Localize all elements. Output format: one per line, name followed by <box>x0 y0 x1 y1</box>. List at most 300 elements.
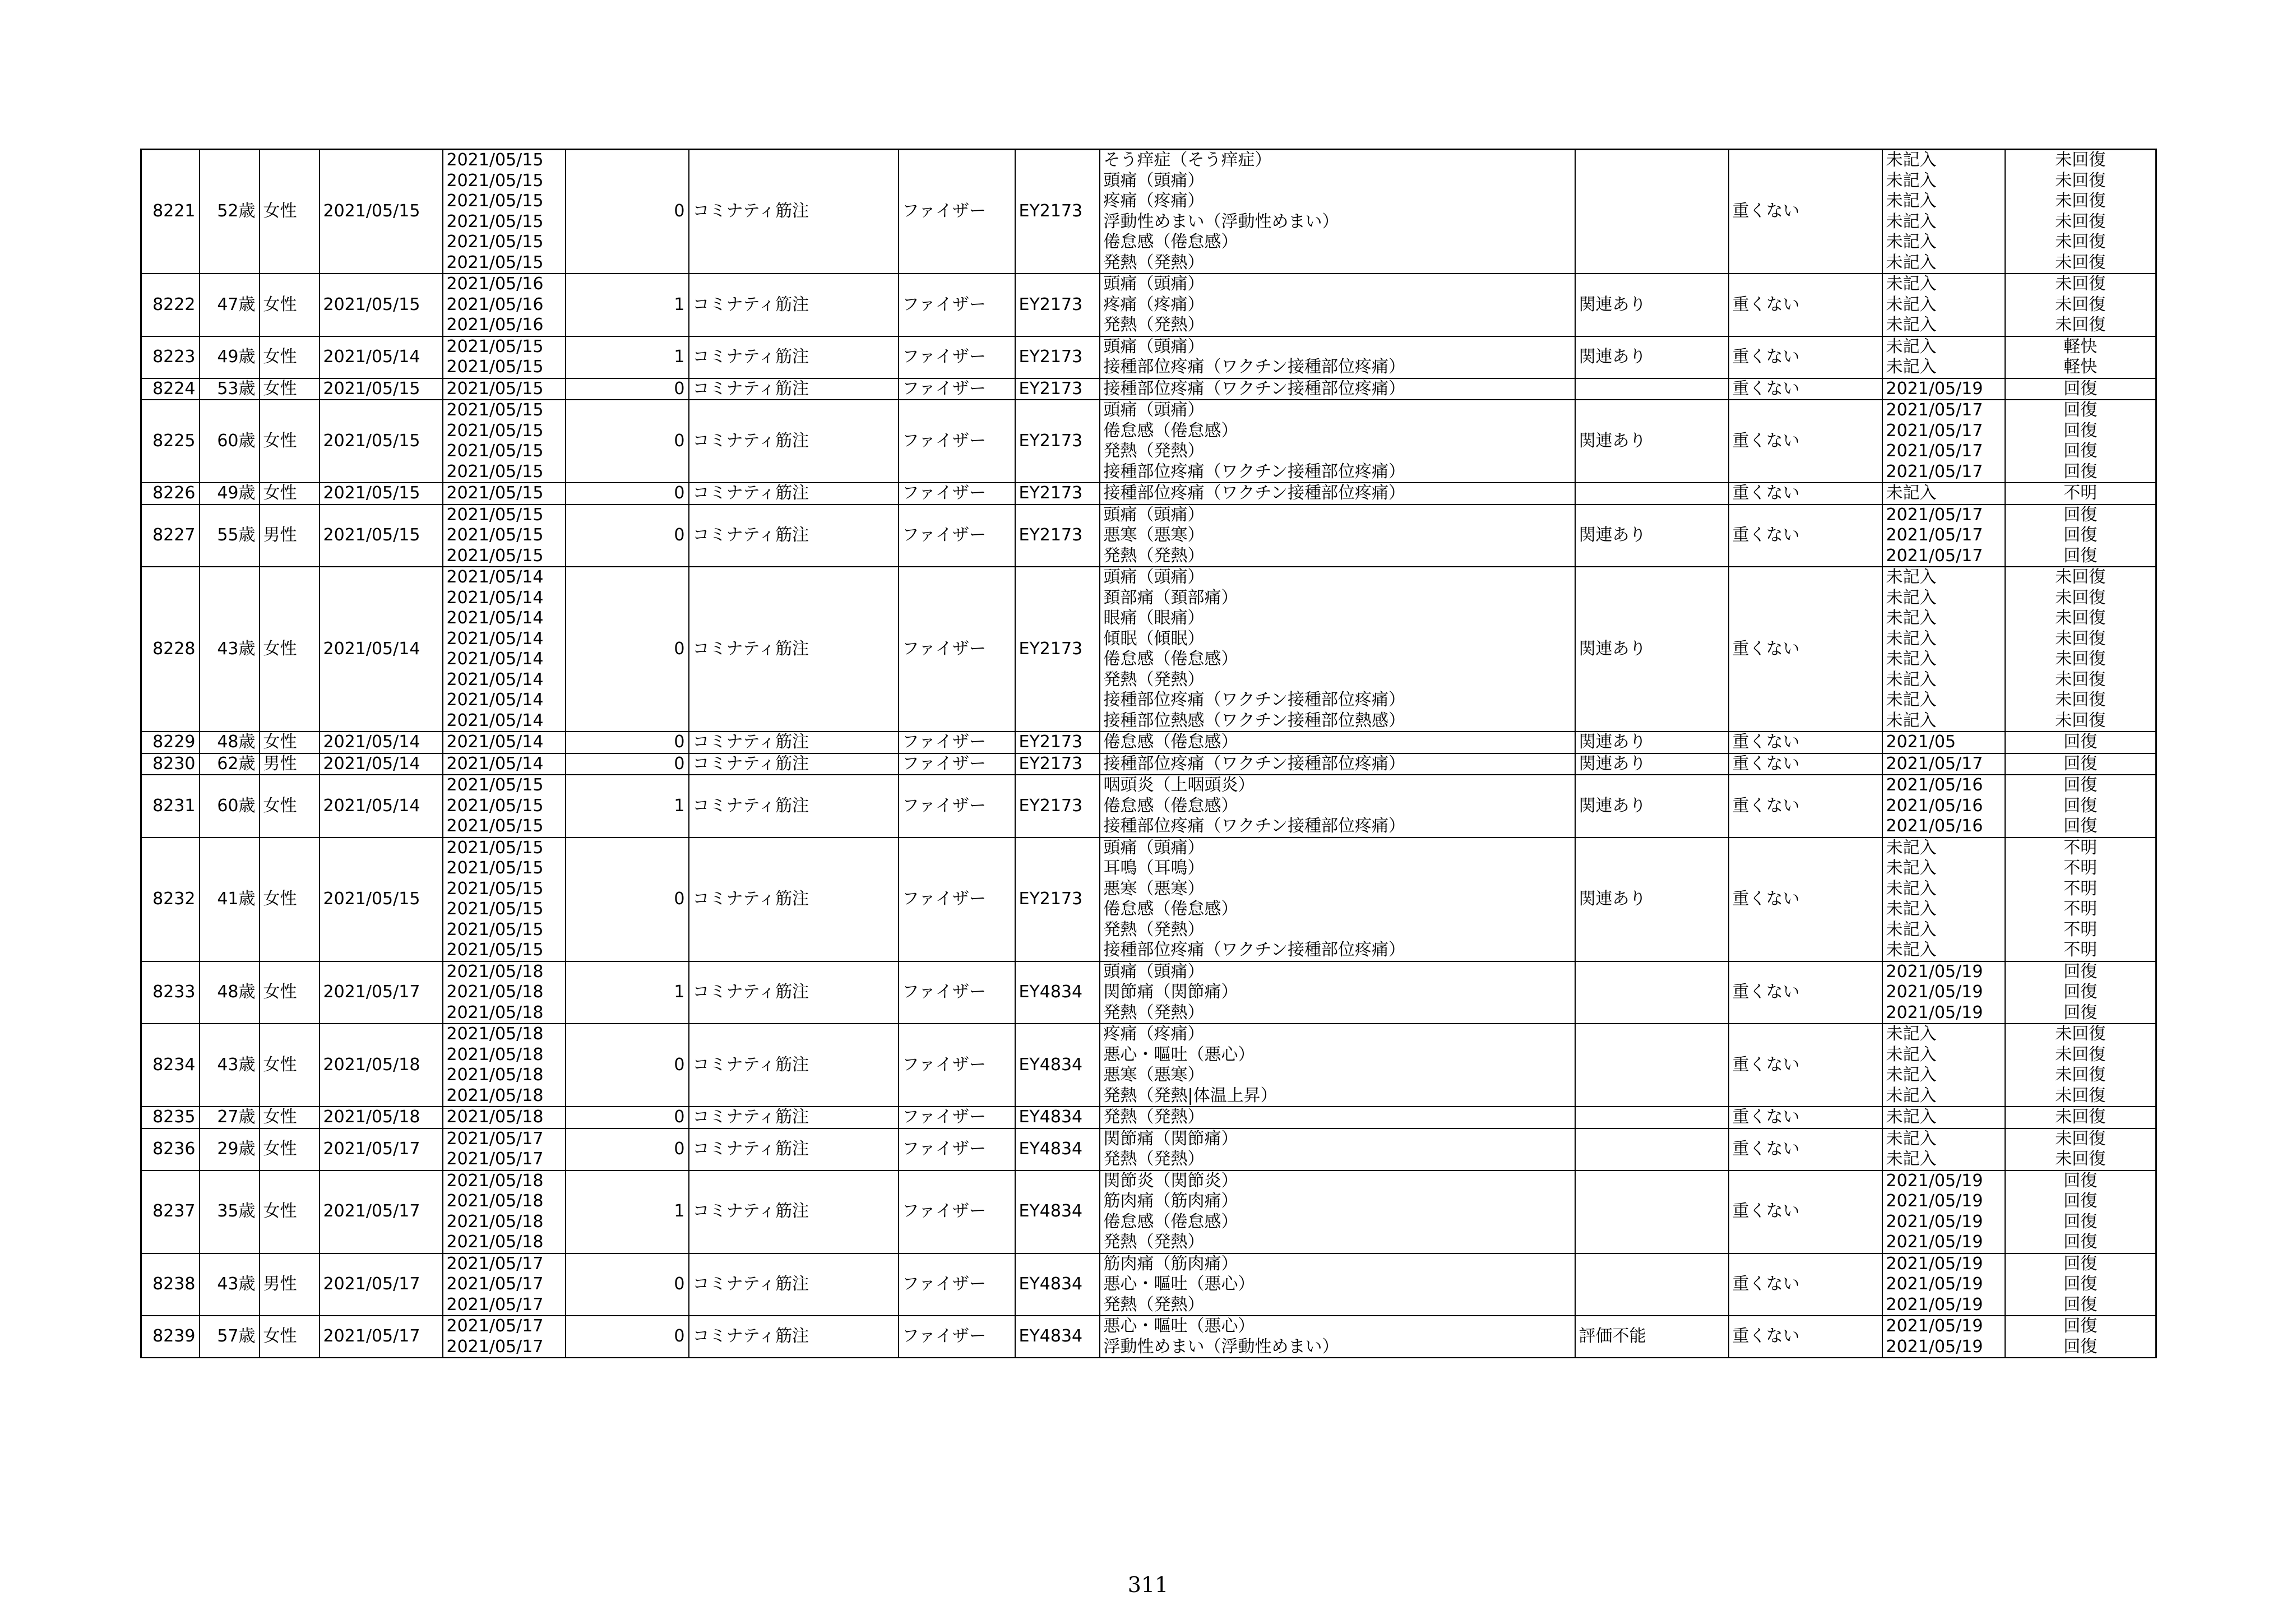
outcome-line: 未回復 <box>2055 294 2106 314</box>
outcome-line: 未回復 <box>2055 1044 2106 1065</box>
manufacturer-cell: ファイザー <box>899 838 1015 961</box>
report-id-cell: 8235 <box>141 1107 200 1128</box>
severity-cell: 重くない <box>1729 732 1882 753</box>
onset-date-line: 2021/05/15 <box>446 378 544 399</box>
outcome-cell <box>2005 1316 2156 1358</box>
outcome-line: 回復 <box>2063 1294 2098 1315</box>
outcome-line: 回復 <box>2063 1336 2098 1357</box>
lot-number-cell: EY2173 <box>1015 274 1100 336</box>
days-to-onset-cell: 1 <box>566 961 689 1024</box>
onset-date-line: 2021/05/18 <box>446 1191 544 1211</box>
vaccination-date-cell: 2021/05/17 <box>320 961 443 1024</box>
onset-date-line: 2021/05/16 <box>446 274 544 294</box>
onset-date-line: 2021/05/17 <box>446 1149 544 1169</box>
onset-date-line: 2021/05/18 <box>446 1211 544 1232</box>
age-cell: 60歳 <box>200 775 260 838</box>
symptoms-line: 悪心・嘔吐（悪心） <box>1103 1044 1255 1065</box>
outcome-cell <box>2005 483 2156 505</box>
outcome-date-line: 未記入 <box>1886 191 1937 211</box>
outcome-line: 未回復 <box>2055 690 2106 710</box>
symptoms-line: 関節炎（関節炎） <box>1103 1170 1238 1191</box>
table-row <box>141 753 2156 775</box>
symptoms-line: 発熱（発熱） <box>1103 441 1205 461</box>
symptoms-line: そう痒症（そう痒症） <box>1103 150 1272 170</box>
manufacturer-cell: ファイザー <box>899 336 1015 378</box>
onset-date-line: 2021/05/16 <box>446 294 544 314</box>
report-id-cell: 8234 <box>141 1024 200 1107</box>
onset-date-line: 2021/05/17 <box>446 1128 544 1149</box>
outcome-date-line: 未記入 <box>1886 940 1937 960</box>
causality-cell: 関連あり <box>1575 336 1729 378</box>
outcome-line: 未回復 <box>2055 567 2106 587</box>
outcome-date-line: 未記入 <box>1886 1085 1937 1105</box>
report-id-cell: 8232 <box>141 838 200 961</box>
lot-number-cell: EY4834 <box>1015 1107 1100 1128</box>
onset-date-line: 2021/05/18 <box>446 1044 544 1065</box>
severity-cell: 重くない <box>1729 753 1882 775</box>
days-to-onset-cell: 0 <box>566 1128 689 1170</box>
age-cell: 60歳 <box>200 400 260 483</box>
outcome-line: 未回復 <box>2055 1024 2106 1044</box>
onset-date-line: 2021/05/15 <box>446 505 544 525</box>
outcome-line: 回復 <box>2063 795 2098 816</box>
lot-number-cell: EY2173 <box>1015 150 1100 274</box>
symptoms-line: 関節痛（関節痛） <box>1103 982 1238 1002</box>
onset-date-line: 2021/05/15 <box>446 336 544 357</box>
outcome-date-line: 未記入 <box>1886 170 1937 191</box>
onset-date-line: 2021/05/15 <box>446 816 544 836</box>
outcome-date-cell <box>1882 961 2005 1024</box>
onset-date-line: 2021/05/15 <box>446 940 544 960</box>
onset-date-line: 2021/05/15 <box>446 483 544 503</box>
severity-cell: 重くない <box>1729 400 1882 483</box>
days-to-onset-cell: 0 <box>566 378 689 400</box>
onset-date-cell <box>443 961 566 1024</box>
outcome-cell <box>2005 1170 2156 1253</box>
onset-date-line: 2021/05/14 <box>446 587 544 608</box>
onset-date-cell <box>443 753 566 775</box>
table-row <box>141 378 2156 400</box>
symptoms-line: 発熱（発熱） <box>1103 1149 1205 1169</box>
symptoms-cell <box>1100 505 1575 567</box>
vaccine-name-cell: コミナティ筋注 <box>689 1128 899 1170</box>
outcome-date-line: 2021/05/16 <box>1886 816 1983 836</box>
onset-date-line: 2021/05/17 <box>446 1316 544 1336</box>
onset-date-line: 2021/05/14 <box>446 628 544 649</box>
outcome-line: 未回復 <box>2055 608 2106 628</box>
outcome-line: 回復 <box>2063 441 2098 461</box>
outcome-date-line: 未記入 <box>1886 252 1937 272</box>
onset-date-line: 2021/05/18 <box>446 1107 544 1127</box>
symptoms-line: 接種部位疼痛（ワクチン接種部位疼痛） <box>1103 940 1405 960</box>
onset-date-line: 2021/05/15 <box>446 919 544 940</box>
symptoms-line: 発熱（発熱） <box>1103 1002 1205 1022</box>
outcome-date-cell <box>1882 150 2005 274</box>
onset-date-cell <box>443 1170 566 1253</box>
report-id-cell: 8225 <box>141 400 200 483</box>
sex-cell: 女性 <box>260 1128 320 1170</box>
report-id-cell: 8221 <box>141 150 200 274</box>
report-id-cell: 8239 <box>141 1316 200 1358</box>
onset-date-line: 2021/05/18 <box>446 961 544 982</box>
outcome-date-cell <box>1882 505 2005 567</box>
onset-date-line: 2021/05/18 <box>446 1065 544 1085</box>
symptoms-cell <box>1100 775 1575 838</box>
symptoms-line: 頭痛（頭痛） <box>1103 838 1205 858</box>
onset-date-cell <box>443 775 566 838</box>
sex-cell: 女性 <box>260 567 320 732</box>
severity-cell: 重くない <box>1729 336 1882 378</box>
severity-cell: 重くない <box>1729 1316 1882 1358</box>
symptoms-line: 疼痛（疼痛） <box>1103 1024 1205 1044</box>
outcome-line: 回復 <box>2063 1170 2098 1191</box>
symptoms-line: 悪心・嘔吐（悪心） <box>1103 1316 1255 1336</box>
vaccination-date-cell: 2021/05/15 <box>320 274 443 336</box>
outcome-line: 未回復 <box>2055 1128 2106 1149</box>
table-row <box>141 567 2156 732</box>
outcome-cell <box>2005 1107 2156 1128</box>
onset-date-line: 2021/05/17 <box>446 1253 544 1274</box>
outcome-cell <box>2005 336 2156 378</box>
days-to-onset-cell: 0 <box>566 1024 689 1107</box>
symptoms-line: 傾眠（傾眠） <box>1103 628 1205 649</box>
vaccination-date-cell: 2021/05/18 <box>320 1024 443 1107</box>
outcome-date-line: 未記入 <box>1886 1128 1937 1149</box>
causality-cell <box>1575 1024 1729 1107</box>
severity-cell: 重くない <box>1729 150 1882 274</box>
onset-date-line: 2021/05/14 <box>446 669 544 690</box>
symptoms-line: 関節痛（関節痛） <box>1103 1128 1238 1149</box>
causality-cell: 関連あり <box>1575 505 1729 567</box>
manufacturer-cell: ファイザー <box>899 483 1015 505</box>
table-row <box>141 1107 2156 1128</box>
symptoms-cell <box>1100 483 1575 505</box>
onset-date-line: 2021/05/14 <box>446 567 544 587</box>
outcome-line: 軽快 <box>2063 357 2098 377</box>
outcome-line: 回復 <box>2063 1211 2098 1232</box>
outcome-cell <box>2005 961 2156 1024</box>
outcome-date-cell <box>1882 400 2005 483</box>
lot-number-cell: EY4834 <box>1015 1128 1100 1170</box>
onset-date-cell <box>443 1107 566 1128</box>
report-id-cell: 8224 <box>141 378 200 400</box>
age-cell: 55歳 <box>200 505 260 567</box>
lot-number-cell: EY2173 <box>1015 775 1100 838</box>
outcome-line: 回復 <box>2063 1253 2098 1274</box>
vaccine-name-cell: コミナティ筋注 <box>689 505 899 567</box>
symptoms-line: 頭痛（頭痛） <box>1103 274 1205 294</box>
symptoms-line: 咽頭炎（上咽頭炎） <box>1103 775 1255 795</box>
outcome-date-cell <box>1882 378 2005 400</box>
outcome-line: 回復 <box>2063 400 2098 420</box>
manufacturer-cell: ファイザー <box>899 505 1015 567</box>
symptoms-cell <box>1100 336 1575 378</box>
days-to-onset-cell: 0 <box>566 1316 689 1358</box>
outcome-date-line: 未記入 <box>1886 274 1937 294</box>
symptoms-line: 悪心・嘔吐（悪心） <box>1103 1274 1255 1294</box>
outcome-date-line: 2021/05/19 <box>1886 1316 1983 1336</box>
outcome-line: 未回復 <box>2055 669 2106 690</box>
vaccination-date-cell: 2021/05/15 <box>320 378 443 400</box>
lot-number-cell: EY4834 <box>1015 1170 1100 1253</box>
manufacturer-cell: ファイザー <box>899 150 1015 274</box>
report-id-cell: 8238 <box>141 1253 200 1316</box>
age-cell: 48歳 <box>200 961 260 1024</box>
outcome-date-line: 2021/05/19 <box>1886 961 1983 982</box>
outcome-line: 未回復 <box>2055 710 2106 730</box>
onset-date-cell <box>443 838 566 961</box>
outcome-date-line: 未記入 <box>1886 858 1937 878</box>
vaccine-name-cell: コミナティ筋注 <box>689 775 899 838</box>
outcome-date-line: 未記入 <box>1886 1065 1937 1085</box>
symptoms-cell <box>1100 150 1575 274</box>
onset-date-line: 2021/05/15 <box>446 211 544 232</box>
vaccination-date-cell: 2021/05/17 <box>320 1253 443 1316</box>
onset-date-line: 2021/05/15 <box>446 420 544 441</box>
outcome-cell <box>2005 732 2156 753</box>
days-to-onset-cell: 0 <box>566 150 689 274</box>
severity-cell: 重くない <box>1729 961 1882 1024</box>
outcome-date-line: 未記入 <box>1886 1107 1937 1127</box>
outcome-date-line: 2021/05/17 <box>1886 505 1983 525</box>
table-row <box>141 1316 2156 1358</box>
outcome-line: 未回復 <box>2055 150 2106 170</box>
outcome-line: 不明 <box>2063 899 2098 919</box>
symptoms-line: 頭痛（頭痛） <box>1103 170 1205 191</box>
outcome-line: 回復 <box>2063 545 2098 566</box>
symptoms-line: 筋肉痛（筋肉痛） <box>1103 1191 1238 1211</box>
outcome-date-line: 未記入 <box>1886 649 1937 669</box>
outcome-date-cell <box>1882 1107 2005 1128</box>
outcome-line: 回復 <box>2063 525 2098 545</box>
age-cell: 41歳 <box>200 838 260 961</box>
manufacturer-cell: ファイザー <box>899 753 1015 775</box>
onset-date-cell <box>443 1253 566 1316</box>
symptoms-cell <box>1100 567 1575 732</box>
onset-date-line: 2021/05/15 <box>446 795 544 816</box>
symptoms-line: 倦怠感（倦怠感） <box>1103 732 1238 752</box>
onset-date-line: 2021/05/14 <box>446 608 544 628</box>
outcome-date-cell <box>1882 753 2005 775</box>
outcome-line: 未回復 <box>2055 232 2106 252</box>
symptoms-cell <box>1100 961 1575 1024</box>
lot-number-cell: EY2173 <box>1015 483 1100 505</box>
outcome-line: 回復 <box>2063 775 2098 795</box>
severity-cell: 重くない <box>1729 483 1882 505</box>
age-cell: 29歳 <box>200 1128 260 1170</box>
symptoms-line: 発熱（発熱） <box>1103 252 1205 272</box>
outcome-line: 回復 <box>2063 1274 2098 1294</box>
outcome-date-line: 2021/05/16 <box>1886 795 1983 816</box>
symptoms-cell <box>1100 1024 1575 1107</box>
causality-cell <box>1575 1170 1729 1253</box>
severity-cell: 重くない <box>1729 775 1882 838</box>
outcome-line: 回復 <box>2063 1316 2098 1336</box>
sex-cell: 男性 <box>260 505 320 567</box>
severity-cell: 重くない <box>1729 378 1882 400</box>
days-to-onset-cell: 1 <box>566 775 689 838</box>
vaccination-date-cell: 2021/05/17 <box>320 1170 443 1253</box>
outcome-line: 未回復 <box>2055 252 2106 272</box>
sex-cell: 女性 <box>260 378 320 400</box>
days-to-onset-cell: 0 <box>566 483 689 505</box>
symptoms-line: 疼痛（疼痛） <box>1103 294 1205 314</box>
causality-cell: 関連あり <box>1575 753 1729 775</box>
symptoms-line: 倦怠感（倦怠感） <box>1103 420 1238 441</box>
report-id-cell: 8231 <box>141 775 200 838</box>
outcome-cell <box>2005 378 2156 400</box>
days-to-onset-cell: 1 <box>566 1170 689 1253</box>
onset-date-line: 2021/05/15 <box>446 899 544 919</box>
manufacturer-cell: ファイザー <box>899 1128 1015 1170</box>
onset-date-cell <box>443 732 566 753</box>
causality-cell: 関連あり <box>1575 775 1729 838</box>
lot-number-cell: EY2173 <box>1015 753 1100 775</box>
vaccine-name-cell: コミナティ筋注 <box>689 378 899 400</box>
onset-date-line: 2021/05/15 <box>446 252 544 272</box>
outcome-cell <box>2005 150 2156 274</box>
age-cell: 43歳 <box>200 1024 260 1107</box>
outcome-date-line: 2021/05/19 <box>1886 1191 1983 1211</box>
onset-date-line: 2021/05/15 <box>446 150 544 170</box>
outcome-date-line: 未記入 <box>1886 628 1937 649</box>
symptoms-cell <box>1100 274 1575 336</box>
sex-cell: 女性 <box>260 1107 320 1128</box>
outcome-date-line: 2021/05/16 <box>1886 775 1983 795</box>
outcome-date-line: 未記入 <box>1886 690 1937 710</box>
days-to-onset-cell: 0 <box>566 400 689 483</box>
outcome-date-cell <box>1882 1128 2005 1170</box>
outcome-line: 回復 <box>2063 378 2098 399</box>
onset-date-line: 2021/05/15 <box>446 775 544 795</box>
outcome-date-line: 未記入 <box>1886 294 1937 314</box>
outcome-line: 回復 <box>2063 732 2098 752</box>
onset-date-cell <box>443 505 566 567</box>
severity-cell: 重くない <box>1729 567 1882 732</box>
age-cell: 62歳 <box>200 753 260 775</box>
symptoms-line: 頭痛（頭痛） <box>1103 400 1205 420</box>
outcome-line: 回復 <box>2063 961 2098 982</box>
outcome-line: 回復 <box>2063 505 2098 525</box>
outcome-date-line: 2021/05/17 <box>1886 461 1983 482</box>
causality-cell <box>1575 1253 1729 1316</box>
sex-cell: 女性 <box>260 775 320 838</box>
manufacturer-cell: ファイザー <box>899 1253 1015 1316</box>
outcome-date-line: 2021/05/19 <box>1886 1232 1983 1252</box>
severity-cell: 重くない <box>1729 274 1882 336</box>
onset-date-line: 2021/05/14 <box>446 710 544 730</box>
outcome-date-line: 2021/05/19 <box>1886 982 1983 1002</box>
table-row <box>141 483 2156 505</box>
causality-cell: 関連あり <box>1575 838 1729 961</box>
severity-cell: 重くない <box>1729 1253 1882 1316</box>
sex-cell: 女性 <box>260 274 320 336</box>
outcome-date-line: 未記入 <box>1886 899 1937 919</box>
symptoms-cell <box>1100 378 1575 400</box>
outcome-date-line: 2021/05/17 <box>1886 420 1983 441</box>
table-row <box>141 732 2156 753</box>
causality-cell <box>1575 961 1729 1024</box>
outcome-date-line: 未記入 <box>1886 608 1937 628</box>
symptoms-line: 発熱（発熱） <box>1103 1294 1205 1315</box>
symptoms-line: 倦怠感（倦怠感） <box>1103 795 1238 816</box>
age-cell: 49歳 <box>200 483 260 505</box>
causality-cell: 関連あり <box>1575 567 1729 732</box>
vaccination-date-cell: 2021/05/15 <box>320 505 443 567</box>
symptoms-line: 発熱（発熱） <box>1103 315 1205 335</box>
outcome-date-cell <box>1882 274 2005 336</box>
sex-cell: 女性 <box>260 336 320 378</box>
symptoms-line: 倦怠感（倦怠感） <box>1103 649 1238 669</box>
onset-date-line: 2021/05/15 <box>446 461 544 482</box>
outcome-date-line: 2021/05/17 <box>1886 753 1983 774</box>
lot-number-cell: EY4834 <box>1015 1253 1100 1316</box>
symptoms-cell <box>1100 753 1575 775</box>
outcome-date-cell <box>1882 1253 2005 1316</box>
page-number: 311 <box>1127 1572 1169 1597</box>
outcome-cell <box>2005 1253 2156 1316</box>
vaccination-date-cell: 2021/05/14 <box>320 336 443 378</box>
causality-cell <box>1575 150 1729 274</box>
days-to-onset-cell: 0 <box>566 838 689 961</box>
outcome-cell <box>2005 775 2156 838</box>
manufacturer-cell: ファイザー <box>899 567 1015 732</box>
age-cell: 52歳 <box>200 150 260 274</box>
severity-cell: 重くない <box>1729 1170 1882 1253</box>
outcome-cell <box>2005 1128 2156 1170</box>
severity-cell: 重くない <box>1729 505 1882 567</box>
report-id-cell: 8233 <box>141 961 200 1024</box>
vaccine-name-cell: コミナティ筋注 <box>689 1024 899 1107</box>
outcome-cell <box>2005 505 2156 567</box>
report-id-cell: 8222 <box>141 274 200 336</box>
outcome-date-line: 未記入 <box>1886 567 1937 587</box>
outcome-date-cell <box>1882 1316 2005 1358</box>
causality-cell <box>1575 1128 1729 1170</box>
outcome-line: 不明 <box>2063 919 2098 940</box>
symptoms-line: 接種部位疼痛（ワクチン接種部位疼痛） <box>1103 357 1405 377</box>
outcome-line: 不明 <box>2063 940 2098 960</box>
outcome-date-cell <box>1882 336 2005 378</box>
outcome-date-line: 2021/05 <box>1886 732 1956 752</box>
vaccine-name-cell: コミナティ筋注 <box>689 274 899 336</box>
sex-cell: 女性 <box>260 732 320 753</box>
days-to-onset-cell: 0 <box>566 1253 689 1316</box>
symptoms-line: 頭痛（頭痛） <box>1103 505 1205 525</box>
outcome-line: 未回復 <box>2055 211 2106 232</box>
vaccine-name-cell: コミナティ筋注 <box>689 483 899 505</box>
onset-date-line: 2021/05/15 <box>446 441 544 461</box>
onset-date-cell <box>443 150 566 274</box>
onset-date-line: 2021/05/15 <box>446 170 544 191</box>
sex-cell: 女性 <box>260 961 320 1024</box>
manufacturer-cell: ファイザー <box>899 274 1015 336</box>
vaccine-name-cell: コミナティ筋注 <box>689 732 899 753</box>
symptoms-line: 悪寒（悪寒） <box>1103 1065 1205 1085</box>
report-id-cell: 8230 <box>141 753 200 775</box>
onset-date-line: 2021/05/14 <box>446 690 544 710</box>
report-id-cell: 8223 <box>141 336 200 378</box>
lot-number-cell: EY2173 <box>1015 505 1100 567</box>
outcome-line: 未回復 <box>2055 649 2106 669</box>
table-row <box>141 838 2156 961</box>
onset-date-cell <box>443 483 566 505</box>
outcome-date-line: 未記入 <box>1886 1044 1937 1065</box>
table-body <box>141 150 2156 1358</box>
days-to-onset-cell: 0 <box>566 1107 689 1128</box>
table-row <box>141 505 2156 567</box>
onset-date-line: 2021/05/18 <box>446 1232 544 1252</box>
